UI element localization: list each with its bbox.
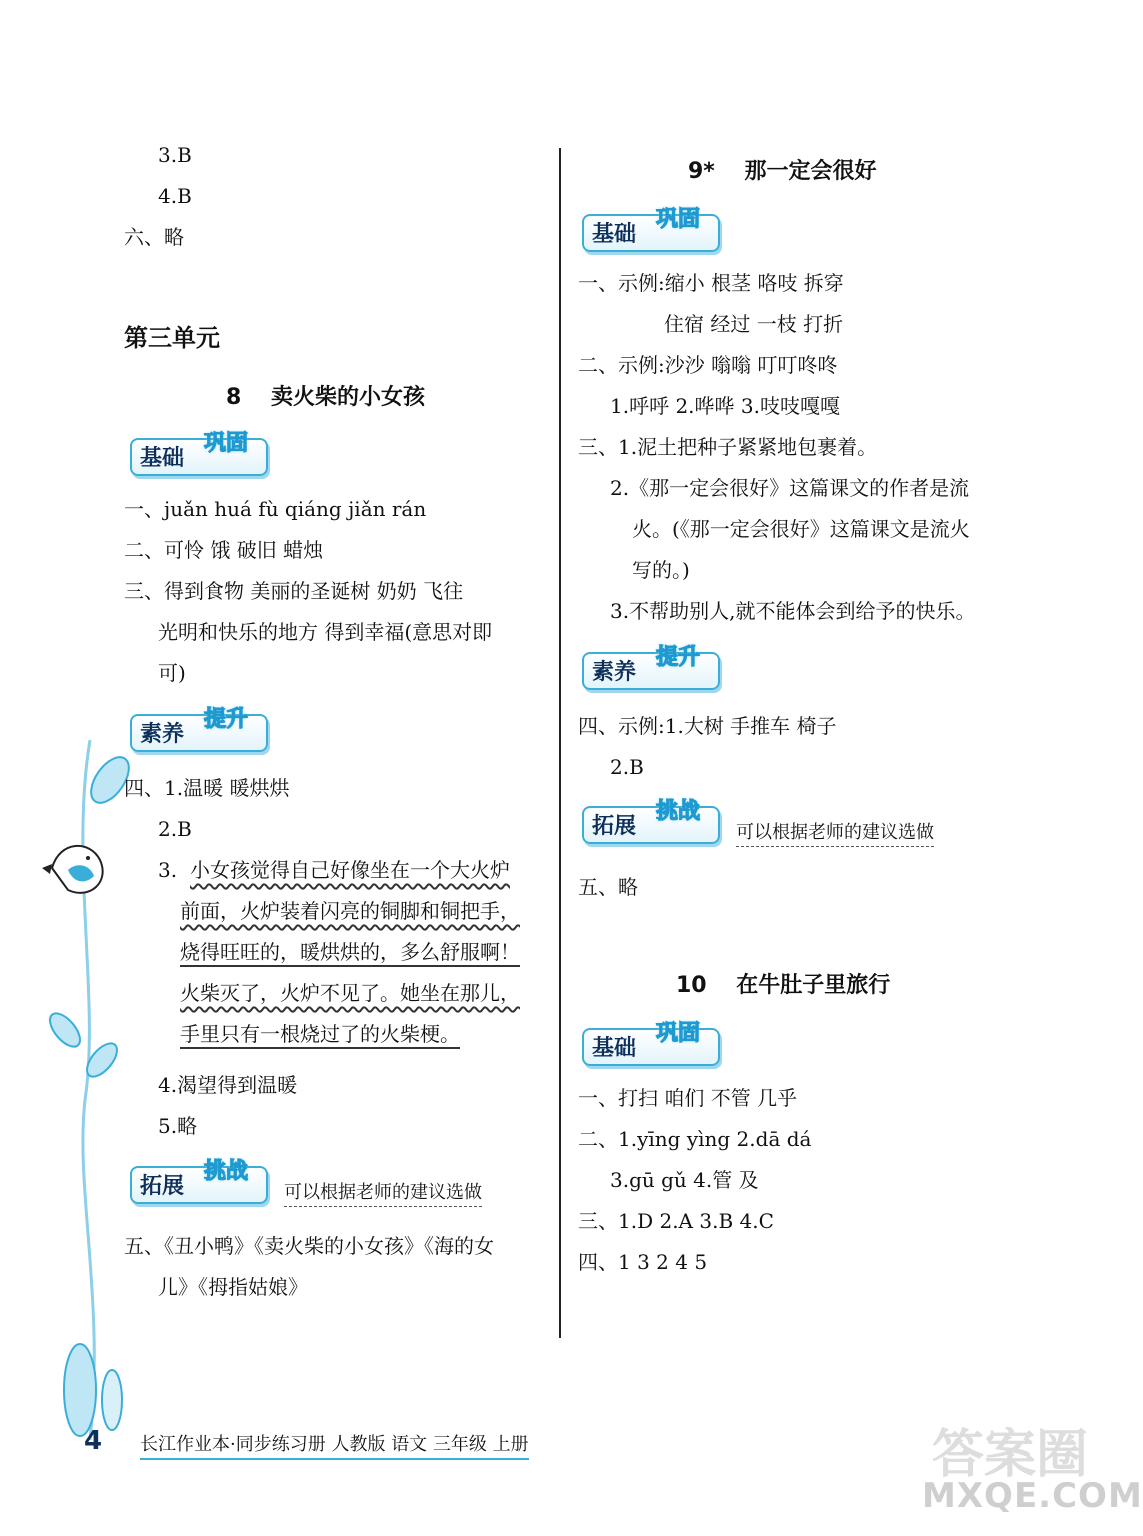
lesson9-number: 9* [688, 159, 715, 184]
badge-main: 素养 [140, 722, 185, 747]
lesson8-q4-3-line5: 手里只有一根烧过了的火柴梗。 [180, 1022, 460, 1046]
lesson9-q4-2: 2.B [610, 755, 644, 779]
lesson8-q4-3-line4: 火柴灭了，火炉不见了。她坐在那儿， [180, 981, 520, 1005]
badge-main: 基础 [140, 446, 185, 471]
badge-main: 基础 [592, 1036, 637, 1061]
watermark-logo: 答案圈 [932, 1425, 1089, 1485]
left-line-3b: 3.B [158, 143, 192, 167]
lesson10-number: 10 [676, 973, 707, 998]
footer-book-title: 长江作业本·同步练习册 人教版 语文 三年级 上册 [140, 1430, 529, 1460]
badge-sub: 巩固 [656, 1021, 701, 1046]
badge-sub: 提升 [204, 707, 249, 732]
lesson9-q1-line1: 一、示例:缩小 根茎 咯吱 拆穿 [578, 271, 844, 295]
lesson10-q4: 四、1 3 2 4 5 [578, 1250, 708, 1274]
lesson9-q4-1: 四、示例:1.大树 手推车 椅子 [578, 714, 837, 738]
lesson9-q3-2-line2: 火。(《那一定会很好》这篇课文是流火 [632, 517, 970, 541]
lesson10-q2-line2: 3.gū gǔ 4.管 及 [610, 1168, 759, 1192]
unit-title: 第三单元 [124, 324, 220, 352]
lesson8-q4-3-number: 3. [158, 858, 178, 882]
lesson10-q2-line1: 二、1.yīng yìng 2.dā dá [578, 1127, 812, 1151]
lesson8-title: 卖火柴的小女孩 [270, 385, 425, 410]
lesson9-heading [688, 154, 877, 185]
lesson8-q4-1: 四、1.温暖 暖烘烘 [124, 776, 290, 800]
lesson9-q5: 五、略 [578, 875, 638, 899]
badge-sub: 巩固 [204, 431, 249, 456]
lesson9-q2-line2: 1.呼呼 2.哗哗 3.吱吱嘎嘎 [610, 394, 840, 418]
lesson8-q5-line2: 儿》《拇指姑娘》 [158, 1275, 308, 1299]
lesson9-badge-basics [582, 206, 724, 252]
lesson10-q3: 三、1.D 2.A 3.B 4.C [578, 1209, 774, 1233]
lesson8-q4-4: 4.渴望得到温暖 [158, 1073, 298, 1097]
lesson8-badge-basics [130, 430, 272, 476]
lesson8-q5-line1: 五、《丑小鸭》《卖火柴的小女孩》《海的女 [124, 1234, 494, 1258]
badge-sub: 提升 [656, 645, 701, 670]
lesson8-badge-extension [130, 1158, 272, 1204]
lesson8-q4-3-line3: 烧得旺旺的，暖烘烘的，多么舒服啊！ [180, 940, 520, 964]
lesson10-q1: 一、打扫 咱们 不管 几乎 [578, 1086, 798, 1110]
lesson9-badge-extension [582, 798, 724, 844]
lesson9-q3-3: 3.不帮助别人,就不能体会到给予的快乐。 [610, 599, 976, 623]
lesson8-q3-line3: 可) [158, 661, 186, 685]
badge-sub: 巩固 [656, 207, 701, 232]
column-divider [559, 148, 561, 1338]
lesson9-q2-line1: 二、示例:沙沙 嗡嗡 叮叮咚咚 [578, 353, 838, 377]
lesson8-number: 8 [226, 385, 242, 410]
lesson9-q3-1: 三、1.泥土把种子紧紧地包裹着。 [578, 435, 878, 459]
lesson8-extension-note: 可以根据老师的建议选做 [284, 1178, 482, 1207]
lesson8-q3-line2: 光明和快乐的地方 得到幸福(意思对即 [158, 620, 493, 644]
watermark-url: MXQE.COM [922, 1476, 1143, 1516]
lesson9-title: 那一定会很好 [744, 159, 877, 184]
lesson8-q4-3-line2: 前面，火炉装着闪亮的铜脚和铜把手， [180, 899, 520, 923]
lesson8-q1: 一、juǎn huá fù qiáng jiǎn rán [124, 497, 427, 521]
left-line-6: 六、略 [124, 225, 184, 249]
lesson10-heading [676, 968, 890, 999]
badge-main: 拓展 [592, 814, 637, 839]
lesson9-q1-line2: 住宿 经过 一枝 打折 [664, 312, 844, 336]
lesson8-badge-literacy [130, 706, 272, 752]
lesson9-extension-note: 可以根据老师的建议选做 [736, 818, 934, 847]
lesson8-q4-3-line1: 小女孩觉得自己好像坐在一个大火炉 [190, 858, 510, 882]
badge-main: 拓展 [140, 1174, 185, 1199]
lesson9-badge-literacy [582, 644, 724, 690]
lesson8-q4-5: 5.略 [158, 1114, 198, 1138]
lesson8-q3-line1: 三、得到食物 美丽的圣诞树 奶奶 飞往 [124, 579, 464, 603]
lesson8-heading [226, 380, 425, 411]
lesson8-q4-2: 2.B [158, 817, 192, 841]
lesson9-q3-2-line1: 2.《那一定会很好》这篇课文的作者是流 [610, 476, 970, 500]
lesson8-q2: 二、可怜 饿 破旧 蜡烛 [124, 538, 324, 562]
page-number: 4 [84, 1426, 103, 1456]
badge-sub: 挑战 [656, 799, 701, 824]
lesson9-q3-2-line3: 写的。) [632, 558, 690, 582]
vine-bird-decoration [30, 740, 140, 1460]
badge-main: 基础 [592, 222, 637, 247]
lesson10-title: 在牛肚子里旅行 [736, 973, 891, 998]
badge-main: 素养 [592, 660, 637, 685]
left-line-4b: 4.B [158, 184, 192, 208]
badge-sub: 挑战 [204, 1159, 249, 1184]
lesson10-badge-basics [582, 1020, 724, 1066]
